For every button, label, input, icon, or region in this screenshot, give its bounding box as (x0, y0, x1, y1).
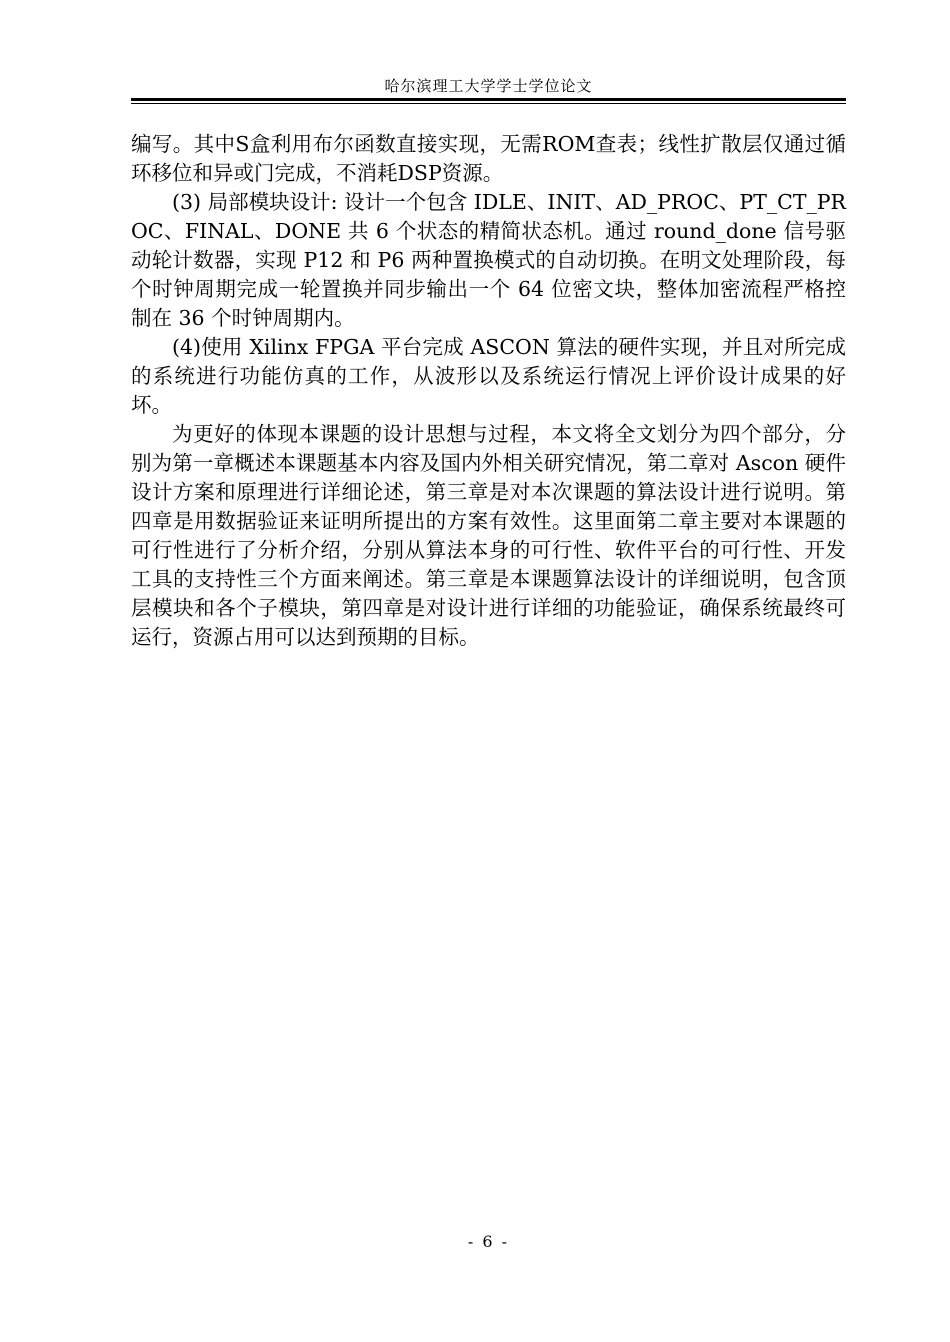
header-rule-thin (131, 103, 846, 104)
header-rule-thick (131, 98, 846, 101)
paragraph-structure-overview: 为更好的体现本课题的设计思想与过程，本文将全文划分为四个部分，分别为第一章概述本课题基本内容及国内外相关研究情况，第二章对 Ascon 硬件设计方案和原理进行详细论述，第三章是对本次课题的算法设计进行说明。第四章是用数据验证来证明所提出的方案有效性。这里面第二章主要对本课题的可行性进行了分析介绍，分别从算法本身的可行性、软件平台的可行性、开发工具的支持性三个方面来阐述。第三章是本课题算法设计的详细说明，包含顶层模块和各个子模块，第四章是对设计进行详细的功能验证，确保系统最终可运行，资源占用可以达到预期的目标。 (131, 422, 846, 649)
page-number: - 6 - (467, 1232, 510, 1251)
running-header: 哈尔滨理工大学学士学位论文 (384, 77, 593, 95)
paragraph-continuation: 编写。其中S盒利用布尔函数直接实现，无需ROM查表；线性扩散层仅通过循环移位和异或门完成，不消耗DSP资源。 (131, 132, 846, 185)
body-text (131, 130, 846, 652)
paragraph-item-3: (3) 局部模块设计: 设计一个包含 IDLE、INIT、AD_PROC、PT_CT_PROC、FINAL、DONE 共 6 个状态的精简状态机。通过 round_done 信号驱动轮计数器，实现 P12 和 P6 两种置换模式的自动切换。在明文处理阶段，每个时钟周期完成一轮置换并同步输出一个 64 位密文块，整体加密流程严格控制在 36 个时钟周期内。 (131, 190, 846, 330)
paragraph-item-4: (4)使用 Xilinx FPGA 平台完成 ASCON 算法的硬件实现，并且对所完成的系统进行功能仿真的工作，从波形以及系统运行情况上评价设计成果的好坏。 (131, 335, 846, 417)
